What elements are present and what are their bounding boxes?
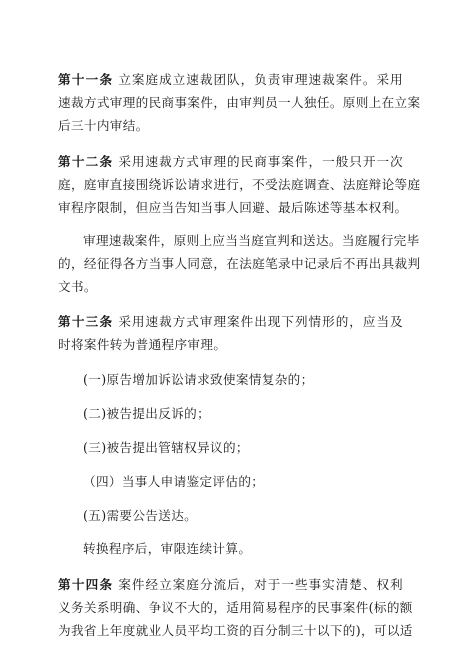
article-12-line-2: 庭，庭审直接围绕诉讼请求进行，不受法庭调查、法庭辩论等庭 — [58, 177, 421, 192]
article-14-line-1 — [58, 577, 403, 593]
list-item: (三)被告提出管辖权异议的； — [83, 440, 249, 455]
list-item: （四）当事人申请鉴定评估的； — [83, 474, 265, 489]
article-13-text: 采用速裁方式审理案件出现下列情形的，应当及 — [118, 314, 403, 329]
article-12-heading: 第十二条 — [58, 154, 114, 169]
article-12-para2-line-2: 的，经征得各方当事人同意，在法庭笔录中记录后不再出具裁判 — [58, 256, 421, 271]
article-11-text: 立案庭成立速裁团队，负责审理速裁案件。采用 — [118, 72, 403, 87]
article-11-heading: 第十一条 — [58, 72, 114, 87]
article-13-line-1 — [58, 314, 403, 330]
article-14-line-3: 为我省上年度就业人员平均工资的百分制三十以下的)，可以适 — [58, 623, 413, 638]
article-12-line-3: 审程序限制，但应当告知当事人回避、最后陈述等基本权利。 — [58, 200, 408, 215]
article-13-closing: 转换程序后，审限连续计算。 — [83, 541, 252, 556]
article-14-line-2: 义务关系明确、争议不大的，适用简易程序的民事案件(标的额 — [58, 600, 413, 615]
article-13-line-2: 时将案件转为普通程序审理。 — [58, 337, 227, 352]
article-12-line-1 — [58, 154, 403, 170]
list-item: (二)被告提出反诉的； — [83, 406, 211, 421]
article-14-heading: 第十四条 — [58, 577, 114, 592]
article-14-text: 案件经立案庭分流后，对于一些事实清楚、权利 — [118, 577, 403, 592]
list-item: (一)原告增加诉讼请求致使案情复杂的； — [83, 372, 314, 387]
article-12-para2-line-1: 审理速裁案件，原则上应当当庭宣判和送达。当庭履行完毕 — [83, 233, 420, 248]
article-13-heading: 第十三条 — [58, 314, 114, 329]
list-item: (五)需要公告送达。 — [83, 508, 198, 523]
article-12-text: 采用速裁方式审理的民商事案件，一般只开一次 — [118, 154, 403, 169]
article-11-line-1 — [58, 72, 403, 88]
article-11-line-2: 速裁方式审理的民商事案件，由审判员一人独任。原则上在立案 — [58, 95, 421, 110]
article-11-line-3: 后三十内审结。 — [58, 118, 149, 133]
article-12-para2-line-3: 文书。 — [58, 279, 97, 294]
